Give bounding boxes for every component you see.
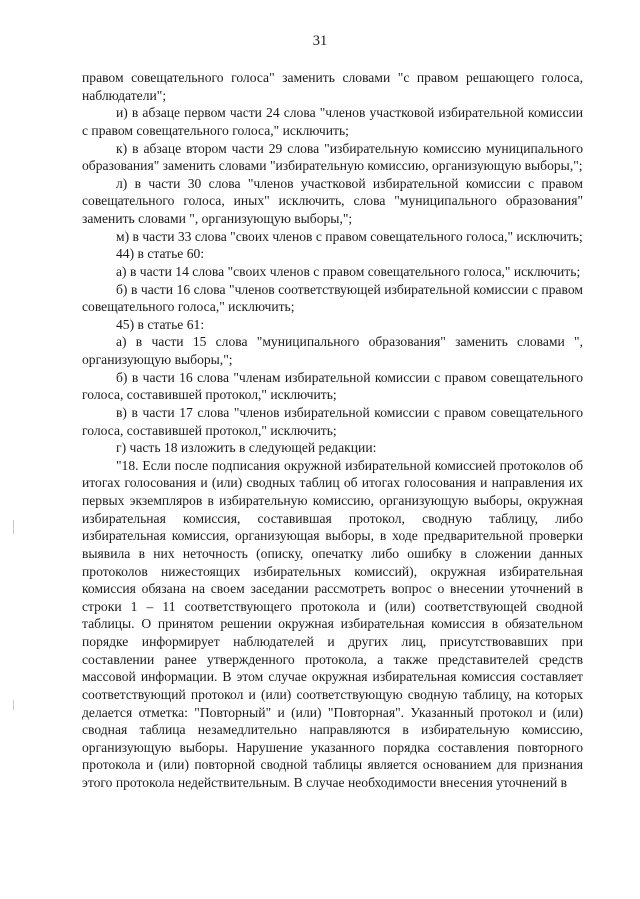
paragraph: и) в абзаце первом части 24 слова "членов участковой избирательной комиссии с правом совещательного голоса," исключить; [82, 105, 583, 138]
page-number: 31 [312, 33, 328, 49]
paragraph: г) часть 18 изложить в следующей редакции: [116, 440, 377, 456]
paragraph: правом совещательного голоса" заменить словами "с правом решающего голоса, наблюдатели"; [82, 70, 583, 103]
paragraph: м) в части 33 слова "своих членов с правом совещательного голоса," исключить; [116, 228, 583, 244]
paragraph: б) в части 16 слова "членов соответствующей избирательной комиссии с правом совещательного голоса," исключить; [82, 281, 583, 315]
paragraph: а) в части 15 слова "муниципального образования" заменить словами ", организующую выборы,"; [82, 334, 583, 367]
paragraph: "18. Если после подписания окружной избирательной комиссией протоколов об итогах голосования и (или) сводных таблиц об итогах голосования и направления их первых экземпляров в избирательную комиссию, организующую выборы, окружная избирательная комиссия, составившая протокол, сводную таблицу, либо избирательная комиссия, организующая выборы, в ходе предварительной проверки выявила в них неточность (описку, опечатку либо ошибку в сложении данных протоколов нижестоящих избирательных комиссий), окружная избирательная комиссия обязана на своем заседании рассмотреть вопрос о внесении уточнений в строки 1 – 11 соответствующего протокола и (или) соответствующей сводной таблицы. О принятом решении окружная избирательная комиссия в обязательном порядке информирует наблюдателей и других лиц, присутствовавших при составлении ранее утвержденного протокола, а также представителей средств массовой информации. В этом случае окружная избирательная комиссия составляет соответствующий протокол и (или) соответствующую сводную таблицу, на которых делается отметка: "Повторный" и (или) "Повторная". Указанный протокол и (или) сводная таблица незамедлительно направляются в избирательную комиссию, организующую выборы. Нарушение указанного порядка составления повторного протокола и (или) повторной сводной таблицы является основанием для признания этого протокола недействительным. В случае необходимости внесения уточнений в [82, 457, 583, 790]
paragraph: б) в части 16 слова "членам избирательной комиссии с правом совещательного голоса, составившей протокол," исключить; [82, 369, 583, 403]
scan-artifact-line [13, 520, 14, 534]
scan-artifact-line [13, 700, 14, 710]
document-body [82, 69, 583, 792]
paragraph: 45) в статье 61: [116, 316, 205, 332]
paragraph: к) в абзаце втором части 29 слова "избирательную комиссию муниципального образования" заменить словами "избирательную комиссию, организующую выборы,"; [82, 140, 583, 174]
paragraph: а) в части 14 слова "своих членов с правом совещательного голоса," исключить; [116, 263, 581, 279]
paragraph: 44) в статье 60: [116, 246, 205, 262]
paragraph: в) в части 17 слова "членов избирательной комиссии с правом совещательного голоса, составившей протокол," исключить; [82, 404, 583, 438]
paragraph: л) в части 30 слова "членов участковой избирательной комиссии с правом совещательного голоса, иных" исключить, слова "муниципального образования" заменить словами ", организующую выборы,"; [82, 175, 583, 226]
